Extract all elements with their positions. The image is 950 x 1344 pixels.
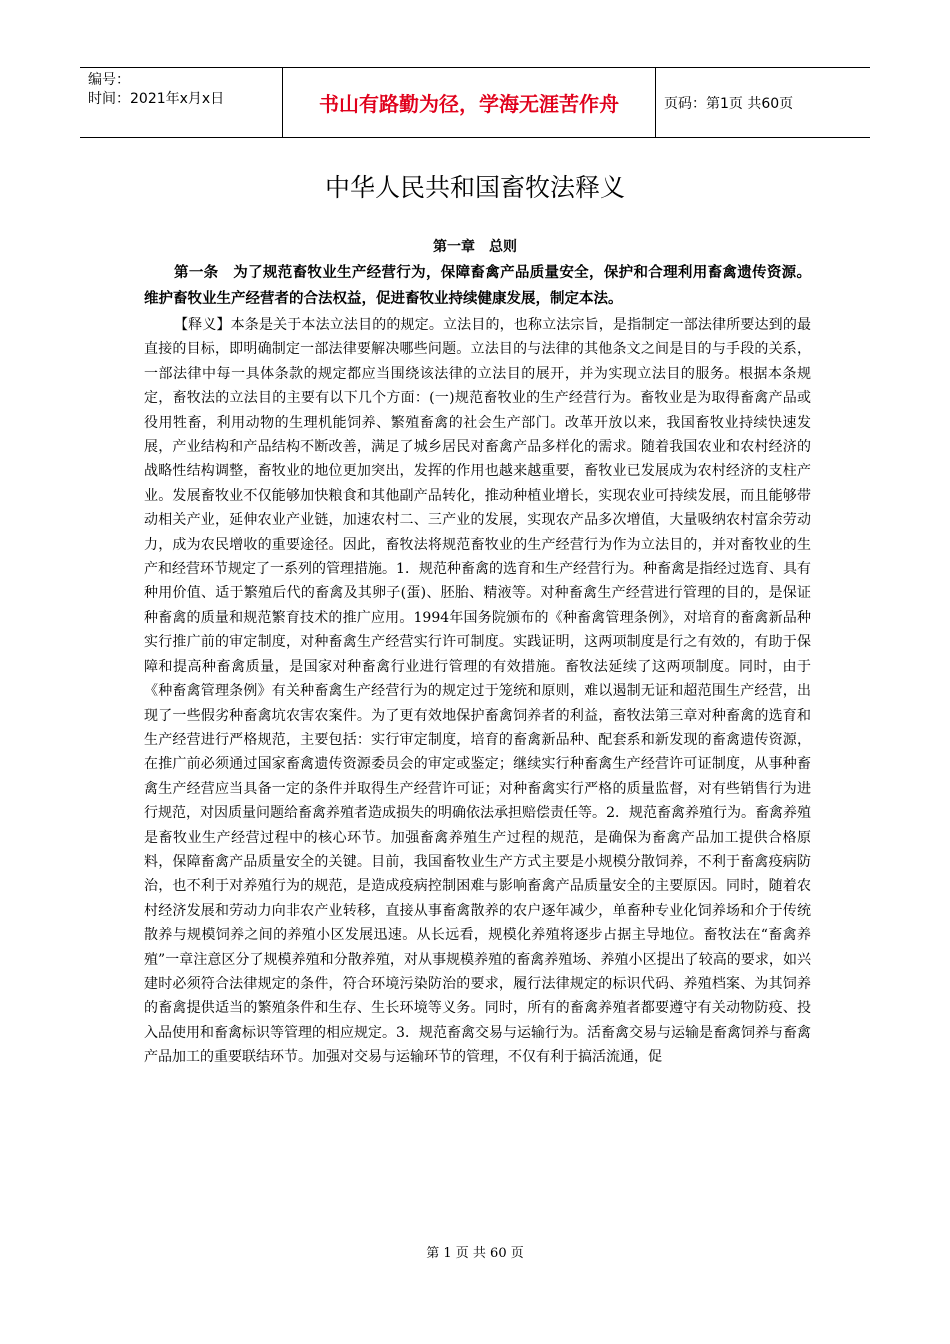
header-motto: 书山有路勤为径，学海无涯苦作舟: [283, 68, 656, 137]
interpretation-paragraph: 【释义】本条是关于本法立法目的的规定。立法目的，也称立法宗旨，是指制定一部法律所要达到的最直接的目标，即明确制定一部法律要解决哪些问题。立法目的与法律的其他条文之间是目的与手段的关系，一部法律中每一具体条款的规定都应当围绕该法律的立法目的展开，并为实现立法目的服务。根据本条规定，畜牧法的立法目的主要有以下几个方面：(一)规范畜牧业的生产经营行为。畜牧业是为取得畜禽产品或役用牲畜，利用动物的生理机能饲养、繁殖畜禽的社会生产部门。改革开放以来，我国畜牧业持续快速发展，产业结构和产品结构不断改善，满足了城乡居民对畜禽产品多样化的需求。随着我国农业和农村经济的战略性结构调整，畜牧业的地位更加突出，发挥的作用也越来越重要，畜牧业已发展成为农村经济的支柱产业。发展畜牧业不仅能够加快粮食和其他副产品转化，推动种植业增长，实现农业可持续发展，而且能够带动相关产业，延伸农业产业链，加速农村二、三产业的发展，实现农产品多次增值，大量吸纳农村富余劳动力，成为农民增收的重要途径。因此，畜牧法将规范畜牧业的生产经营行为作为立法目的，并对畜牧业的生产和经营环节规定了一系列的管理措施。1．规范种畜禽的选育和生产经营行为。种畜禽是指经过选育、具有种用价值、适于繁殖后代的畜禽及其卵子(蛋)、胚胎、精液等。对种畜禽生产经营进行管理的目的，是保证种畜禽的质量和规范繁育技术的推广应用。1994年国务院颁布的《种畜禽管理条例》，对培育的畜禽新品种实行推广前的审定制度，对种畜禽生产经营实行许可制度。实践证明，这两项制度是行之有效的，有助于保障和提高种畜禽质量，是国家对种畜禽行业进行管理的有效措施。畜牧法延续了这两项制度。同时，由于《种畜禽管理条例》有关种畜禽生产经营行为的规定过于笼统和原则，难以遏制无证和超范围生产经营，出现了一些假劣种畜禽坑农害农案件。为了更有效地保护畜禽饲养者的利益，畜牧法第三章对种畜禽的选育和生产经营进行严格规范，主要包括：实行审定制度，培育的畜禽新品种、配套系和新发现的畜禽遗传资源，在推广前必须通过国家畜禽遗传资源委员会的审定或鉴定；继续实行种畜禽生产经营许可证制度，从事种畜禽生产经营应当具备一定的条件并取得生产经营许可证；对种畜禽实行严格的质量监督，对有些销售行为进行规范，对因质量问题给畜禽养殖者造成损失的明确依法承担赔偿责任等。2．规范畜禽养殖行为。畜禽养殖是畜牧业生产经营过程中的核心环节。加强畜禽养殖生产过程的规范，是确保为畜禽产品加工提供合格原料，保障畜禽产品质量安全的关键。目前，我国畜牧业生产方式主要是小规模分散饲养，不利于畜禽疫病防治，也不利于对养殖行为的规范，是造成疫病控制困难与影响畜禽产品质量安全的主要原因。同时，随着农村经济发展和劳动力向非农产业转移，直接从事畜禽散养的农户逐年减少，单畜种专业化饲养场和介于传统散养与规模饲养之间的养殖小区发展迅速。从长远看，规模化养殖将逐步占据主导地位。畜牧法在“畜禽养殖”一章注意区分了规模养殖和分散养殖，对从事规模养殖的畜禽养殖场、养殖小区提出了较高的要求，如兴建时必须符合法律规定的条件，符合环境污染防治的要求，履行法律规定的标识代码、养殖档案、为其饲养的畜禽提供适当的繁殖条件和生存、生长环境等义务。同时，所有的畜禽养殖者都要遵守有关动物防疫、投入品使用和畜禽标识等管理的相应规定。3．规范畜禽交易与运输行为。活畜禽交易与运输是畜禽饲养与畜禽产品加工的重要联结环节。加强对交易与运输环节的管理，不仅有利于搞活流通，促: [144, 317, 811, 1066]
article-one: 第一条 为了规范畜牧业生产经营行为，保障畜禽产品质量安全，保护和合理利用畜禽遗传资源。维护畜牧业生产经营者的合法权益，促进畜牧业持续健康发展，制定本法。: [144, 265, 811, 307]
page-footer: 第 1 页 共 60 页: [426, 1246, 524, 1261]
document-time: 时间：2021年x月x日: [88, 91, 225, 107]
document-number: 编号：: [88, 72, 130, 88]
header-table: [80, 67, 870, 138]
header-page-info: 页码：第1页 共60页: [664, 95, 794, 112]
document-title: 中华人民共和国畜牧法释义: [324, 173, 625, 202]
chapter-heading: 第一章 总则: [433, 239, 517, 255]
header-meta: [80, 68, 283, 137]
